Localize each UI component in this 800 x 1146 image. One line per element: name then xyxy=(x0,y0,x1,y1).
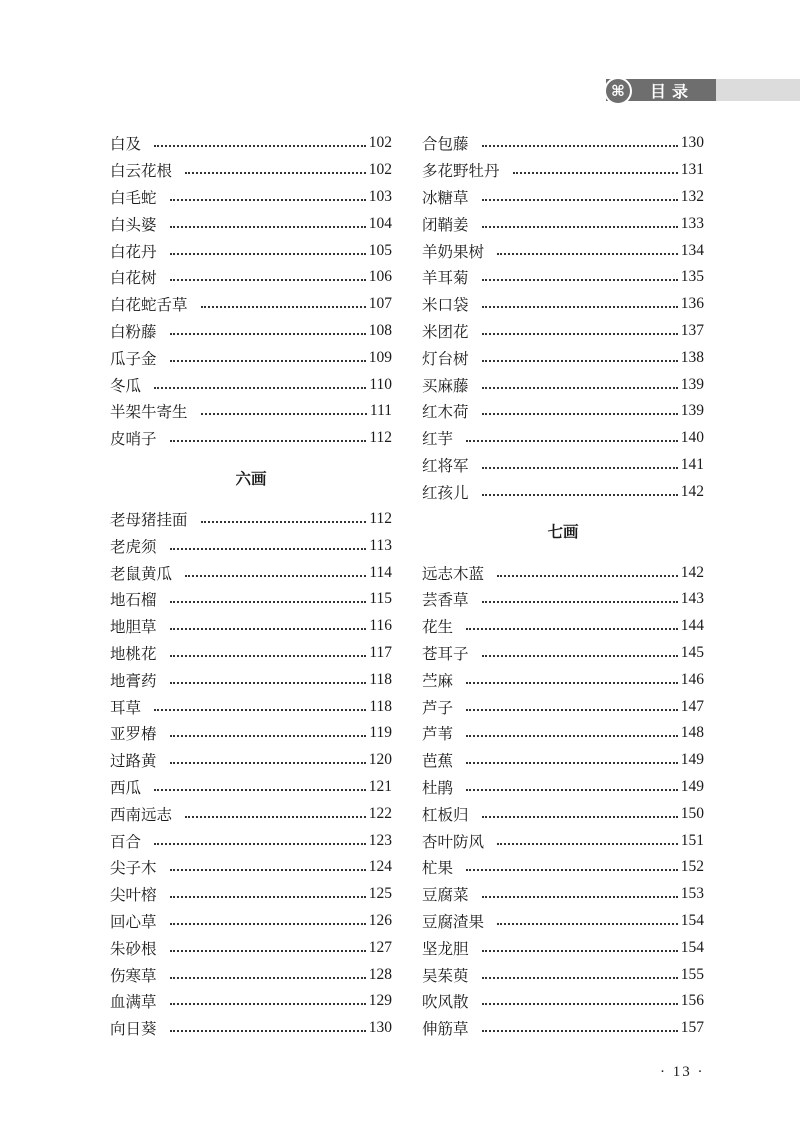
entry-page-number: 117 xyxy=(369,643,392,661)
dot-leader xyxy=(482,413,678,415)
entry-page-number: 126 xyxy=(368,911,392,929)
dot-leader xyxy=(170,977,366,979)
entry-page-number: 142 xyxy=(680,563,704,581)
dot-leader xyxy=(170,360,366,362)
dot-leader xyxy=(201,521,367,523)
toc-entry[interactable] xyxy=(110,908,392,935)
entry-name: 吴茱萸 xyxy=(422,966,469,985)
dot-leader xyxy=(482,494,678,496)
dot-leader xyxy=(170,869,366,871)
toc-list xyxy=(422,130,704,505)
dot-leader xyxy=(482,816,678,818)
toc-entry[interactable] xyxy=(110,613,392,640)
entry-name: 合包藤 xyxy=(422,135,469,154)
entry-name: 杏叶防风 xyxy=(422,832,485,851)
toc-entry[interactable] xyxy=(422,157,704,184)
entry-name: 百合 xyxy=(110,832,142,851)
toc-entry[interactable] xyxy=(110,425,392,452)
dot-leader xyxy=(154,843,366,845)
dot-leader xyxy=(154,709,366,711)
entry-name: 红芋 xyxy=(422,430,454,449)
entry-page-number: 135 xyxy=(680,268,704,286)
toc-entry[interactable] xyxy=(110,506,392,533)
dot-leader xyxy=(482,1003,678,1005)
entry-page-number: 109 xyxy=(368,348,392,366)
dot-leader xyxy=(185,816,366,818)
toc-entry[interactable] xyxy=(422,184,704,211)
dot-leader xyxy=(497,843,678,845)
chapter-header xyxy=(606,79,800,101)
entry-name: 老鼠黄瓜 xyxy=(110,564,173,583)
entry-page-number: 155 xyxy=(680,965,704,983)
entry-name: 亚罗椿 xyxy=(110,725,157,744)
toc-entry[interactable] xyxy=(110,586,392,613)
dot-leader xyxy=(482,226,678,228)
entry-name: 地石榴 xyxy=(110,591,157,610)
toc-entry[interactable] xyxy=(110,264,392,291)
toc-entry[interactable] xyxy=(110,747,392,774)
toc-entry[interactable] xyxy=(422,425,704,452)
toc-entry[interactable] xyxy=(422,210,704,237)
toc-entry[interactable] xyxy=(110,559,392,586)
entry-name: 远志木蓝 xyxy=(422,564,485,583)
toc-entry[interactable] xyxy=(422,586,704,613)
entry-page-number: 130 xyxy=(368,1019,392,1037)
toc-entry[interactable] xyxy=(110,854,392,881)
dot-leader xyxy=(170,548,367,550)
entry-page-number: 112 xyxy=(369,509,392,527)
toc-entry[interactable] xyxy=(422,613,704,640)
toc-entry[interactable] xyxy=(110,720,392,747)
entry-page-number: 119 xyxy=(369,724,392,742)
entry-page-number: 140 xyxy=(680,429,704,447)
entry-page-number: 111 xyxy=(369,402,392,420)
entry-page-number: 149 xyxy=(680,777,704,795)
toc-entry[interactable] xyxy=(422,344,704,371)
entry-page-number: 130 xyxy=(680,134,704,152)
entry-page-number: 136 xyxy=(680,295,704,313)
entry-page-number: 127 xyxy=(368,938,392,956)
entry-page-number: 104 xyxy=(368,214,392,232)
dot-leader xyxy=(154,789,366,791)
dot-leader xyxy=(466,869,678,871)
entry-name: 芸香草 xyxy=(422,591,469,610)
entry-page-number: 114 xyxy=(369,563,392,581)
toc-entry[interactable] xyxy=(110,881,392,908)
toc-entry[interactable] xyxy=(110,988,392,1015)
dot-leader xyxy=(170,253,366,255)
entry-page-number: 153 xyxy=(680,885,704,903)
entry-page-number: 147 xyxy=(680,697,704,715)
entry-page-number: 125 xyxy=(368,885,392,903)
dot-leader xyxy=(170,896,366,898)
entry-page-number: 121 xyxy=(368,777,392,795)
toc-entry[interactable] xyxy=(422,720,704,747)
entry-name: 向日葵 xyxy=(110,1020,157,1039)
entry-name: 苍耳子 xyxy=(422,644,469,663)
toc-entry[interactable] xyxy=(110,774,392,801)
entry-page-number: 156 xyxy=(680,992,704,1010)
dot-leader xyxy=(482,1030,678,1032)
entry-page-number: 103 xyxy=(368,187,392,205)
entry-name: 坚龙胆 xyxy=(422,939,469,958)
dot-leader xyxy=(185,172,366,174)
toc-entry[interactable] xyxy=(422,371,704,398)
toc-entry[interactable] xyxy=(110,666,392,693)
toc-entry[interactable] xyxy=(422,318,704,345)
toc-entry[interactable] xyxy=(422,693,704,720)
toc-column-left xyxy=(110,130,392,1042)
header-bar-tail xyxy=(716,79,800,101)
toc-entry[interactable] xyxy=(110,827,392,854)
toc-list xyxy=(110,130,392,452)
toc-entry[interactable] xyxy=(422,291,704,318)
entry-name: 伸筋草 xyxy=(422,1020,469,1039)
dot-leader xyxy=(170,735,367,737)
entry-page-number: 107 xyxy=(368,295,392,313)
toc-column-right xyxy=(422,130,704,1042)
dot-leader xyxy=(170,762,366,764)
dot-leader xyxy=(497,253,678,255)
entry-name: 吹风散 xyxy=(422,993,469,1012)
entry-page-number: 124 xyxy=(368,858,392,876)
dot-leader xyxy=(170,655,367,657)
entry-name: 米口袋 xyxy=(422,296,469,315)
entry-name: 白粉藤 xyxy=(110,322,157,341)
dot-leader xyxy=(482,306,678,308)
entry-page-number: 138 xyxy=(680,348,704,366)
entry-page-number: 146 xyxy=(680,670,704,688)
toc-entry[interactable] xyxy=(110,371,392,398)
entry-name: 尖叶榕 xyxy=(110,886,157,905)
dot-leader xyxy=(170,682,367,684)
dot-leader xyxy=(482,333,678,335)
entry-name: 豆腐渣果 xyxy=(422,912,485,931)
entry-name: 灯台树 xyxy=(422,349,469,368)
header-title: 目录 xyxy=(649,81,694,101)
dot-leader xyxy=(466,709,678,711)
entry-name: 回心草 xyxy=(110,912,157,931)
entry-name: 杧果 xyxy=(422,859,454,878)
dot-leader xyxy=(170,279,366,281)
dot-leader xyxy=(497,575,678,577)
entry-name: 多花野牡丹 xyxy=(422,162,500,181)
entry-name: 杜鹃 xyxy=(422,778,454,797)
entry-page-number: 113 xyxy=(369,536,392,554)
entry-name: 瓜子金 xyxy=(110,349,157,368)
dot-leader xyxy=(482,655,678,657)
toc-list xyxy=(422,559,704,1041)
entry-page-number: 133 xyxy=(680,214,704,232)
toc-entry[interactable] xyxy=(110,800,392,827)
entry-page-number: 141 xyxy=(680,455,704,473)
entry-page-number: 102 xyxy=(368,134,392,152)
entry-name: 耳草 xyxy=(110,698,142,717)
toc-entry[interactable] xyxy=(110,961,392,988)
toc-entry[interactable] xyxy=(422,130,704,157)
entry-page-number: 143 xyxy=(680,590,704,608)
entry-name: 芦苇 xyxy=(422,725,454,744)
entry-name: 白花蛇舌草 xyxy=(110,296,188,315)
entry-name: 花生 xyxy=(422,618,454,637)
toc-entry[interactable] xyxy=(110,693,392,720)
toc-entry[interactable] xyxy=(422,934,704,961)
entry-page-number: 148 xyxy=(680,724,704,742)
entry-page-number: 152 xyxy=(680,858,704,876)
entry-page-number: 118 xyxy=(369,697,392,715)
entry-name: 杠板归 xyxy=(422,805,469,824)
toc-entry[interactable] xyxy=(422,264,704,291)
entry-page-number: 112 xyxy=(369,429,392,447)
dot-leader xyxy=(170,923,366,925)
entry-page-number: 116 xyxy=(369,617,392,635)
header-title-block xyxy=(606,79,716,101)
toc-entry[interactable] xyxy=(110,291,392,318)
entry-name: 白及 xyxy=(110,135,142,154)
toc-entry[interactable] xyxy=(110,640,392,667)
dot-leader xyxy=(497,923,678,925)
entry-name: 豆腐菜 xyxy=(422,886,469,905)
entry-name: 芦子 xyxy=(422,698,454,717)
entry-name: 红孩儿 xyxy=(422,483,469,502)
entry-page-number: 154 xyxy=(680,911,704,929)
entry-name: 芭蕉 xyxy=(422,752,454,771)
entry-page-number: 145 xyxy=(680,643,704,661)
entry-page-number: 128 xyxy=(368,965,392,983)
entry-page-number: 151 xyxy=(680,831,704,849)
entry-name: 血满草 xyxy=(110,993,157,1012)
toc-entry[interactable] xyxy=(422,478,704,505)
toc-entry[interactable] xyxy=(422,800,704,827)
toc-entry[interactable] xyxy=(422,827,704,854)
entry-page-number: 150 xyxy=(680,804,704,822)
entry-page-number: 137 xyxy=(680,321,704,339)
dot-leader xyxy=(201,413,367,415)
dot-leader xyxy=(482,199,678,201)
toc-entry[interactable] xyxy=(422,854,704,881)
entry-name: 老母猪挂面 xyxy=(110,510,188,529)
page-number: · 13 · xyxy=(660,1064,705,1080)
toc-entry[interactable] xyxy=(110,398,392,425)
entry-page-number: 110 xyxy=(369,375,392,393)
toc-entry[interactable] xyxy=(110,157,392,184)
entry-name: 皮哨子 xyxy=(110,430,157,449)
dot-leader xyxy=(170,628,367,630)
entry-name: 羊耳菊 xyxy=(422,269,469,288)
dot-leader xyxy=(482,145,678,147)
dot-leader xyxy=(466,735,678,737)
toc-entry[interactable] xyxy=(110,532,392,559)
entry-page-number: 106 xyxy=(368,268,392,286)
entry-name: 西瓜 xyxy=(110,778,142,797)
dot-leader xyxy=(201,306,366,308)
entry-name: 尖子木 xyxy=(110,859,157,878)
entry-page-number: 134 xyxy=(680,241,704,259)
emblem-icon: ⌘ xyxy=(604,77,632,105)
toc-entry[interactable] xyxy=(422,774,704,801)
entry-name: 冰糖草 xyxy=(422,188,469,207)
entry-name: 红木荷 xyxy=(422,403,469,422)
dot-leader xyxy=(466,628,678,630)
entry-page-number: 154 xyxy=(680,938,704,956)
dot-leader xyxy=(466,682,678,684)
dot-leader xyxy=(466,440,678,442)
toc-entry[interactable] xyxy=(110,318,392,345)
entry-name: 西南远志 xyxy=(110,805,173,824)
toc-entry[interactable] xyxy=(422,559,704,586)
dot-leader xyxy=(170,226,366,228)
entry-page-number: 149 xyxy=(680,751,704,769)
entry-page-number: 122 xyxy=(368,804,392,822)
dot-leader xyxy=(482,360,678,362)
dot-leader xyxy=(482,387,678,389)
dot-leader xyxy=(482,896,678,898)
entry-page-number: 139 xyxy=(680,375,704,393)
entry-name: 白毛蛇 xyxy=(110,188,157,207)
entry-page-number: 129 xyxy=(368,992,392,1010)
toc-entry[interactable] xyxy=(422,666,704,693)
entry-name: 白花丹 xyxy=(110,242,157,261)
entry-page-number: 108 xyxy=(368,321,392,339)
dot-leader xyxy=(170,333,366,335)
toc-list xyxy=(110,506,392,1042)
entry-page-number: 105 xyxy=(368,241,392,259)
toc-entry[interactable] xyxy=(110,344,392,371)
toc-entry[interactable] xyxy=(110,1015,392,1042)
entry-name: 过路黄 xyxy=(110,752,157,771)
entry-name: 伤寒草 xyxy=(110,966,157,985)
dot-leader xyxy=(170,1003,366,1005)
dot-leader xyxy=(466,789,678,791)
section-heading: 七画 xyxy=(547,523,579,542)
entry-name: 老虎须 xyxy=(110,537,157,556)
toc-entry[interactable] xyxy=(110,237,392,264)
dot-leader xyxy=(170,1030,366,1032)
entry-name: 白头婆 xyxy=(110,215,157,234)
toc-entry[interactable] xyxy=(422,988,704,1015)
entry-name: 白花树 xyxy=(110,269,157,288)
toc-entry[interactable] xyxy=(110,210,392,237)
section-heading: 六画 xyxy=(235,469,267,488)
dot-leader xyxy=(170,199,366,201)
entry-name: 羊奶果树 xyxy=(422,242,485,261)
entry-name: 闭鞘姜 xyxy=(422,215,469,234)
entry-name: 冬瓜 xyxy=(110,376,142,395)
entry-page-number: 157 xyxy=(680,1019,704,1037)
dot-leader xyxy=(170,950,366,952)
entry-name: 地胆草 xyxy=(110,618,157,637)
entry-name: 红将军 xyxy=(422,456,469,475)
entry-page-number: 142 xyxy=(680,482,704,500)
entry-page-number: 120 xyxy=(368,751,392,769)
toc-entry[interactable] xyxy=(422,881,704,908)
toc-entry[interactable] xyxy=(110,934,392,961)
entry-name: 朱砂根 xyxy=(110,939,157,958)
entry-page-number: 102 xyxy=(368,161,392,179)
entry-name: 白云花根 xyxy=(110,162,173,181)
dot-leader xyxy=(154,387,366,389)
dot-leader xyxy=(482,601,678,603)
dot-leader xyxy=(185,575,366,577)
toc-entry[interactable] xyxy=(422,747,704,774)
dot-leader xyxy=(482,279,678,281)
dot-leader xyxy=(482,977,678,979)
toc-entry[interactable] xyxy=(422,237,704,264)
toc-entry[interactable] xyxy=(422,961,704,988)
toc-entry[interactable] xyxy=(422,1015,704,1042)
entry-page-number: 123 xyxy=(368,831,392,849)
dot-leader xyxy=(170,440,367,442)
entry-page-number: 131 xyxy=(680,161,704,179)
dot-leader xyxy=(513,172,678,174)
entry-page-number: 132 xyxy=(680,187,704,205)
entry-name: 米团花 xyxy=(422,322,469,341)
dot-leader xyxy=(154,145,366,147)
toc-entry[interactable] xyxy=(422,908,704,935)
dot-leader xyxy=(466,762,678,764)
entry-name: 苎麻 xyxy=(422,671,454,690)
dot-leader xyxy=(170,601,367,603)
toc-entry[interactable] xyxy=(422,398,704,425)
entry-name: 地桃花 xyxy=(110,644,157,663)
toc-entry[interactable] xyxy=(422,452,704,479)
dot-leader xyxy=(482,950,678,952)
toc-entry[interactable] xyxy=(110,184,392,211)
entry-page-number: 115 xyxy=(369,590,392,608)
entry-page-number: 144 xyxy=(680,617,704,635)
entry-page-number: 118 xyxy=(369,670,392,688)
entry-name: 买麻藤 xyxy=(422,376,469,395)
entry-page-number: 139 xyxy=(680,402,704,420)
dot-leader xyxy=(482,467,678,469)
toc-entry[interactable] xyxy=(422,640,704,667)
entry-name: 半架牛寄生 xyxy=(110,403,188,422)
entry-name: 地膏药 xyxy=(110,671,157,690)
toc-entry[interactable] xyxy=(110,130,392,157)
